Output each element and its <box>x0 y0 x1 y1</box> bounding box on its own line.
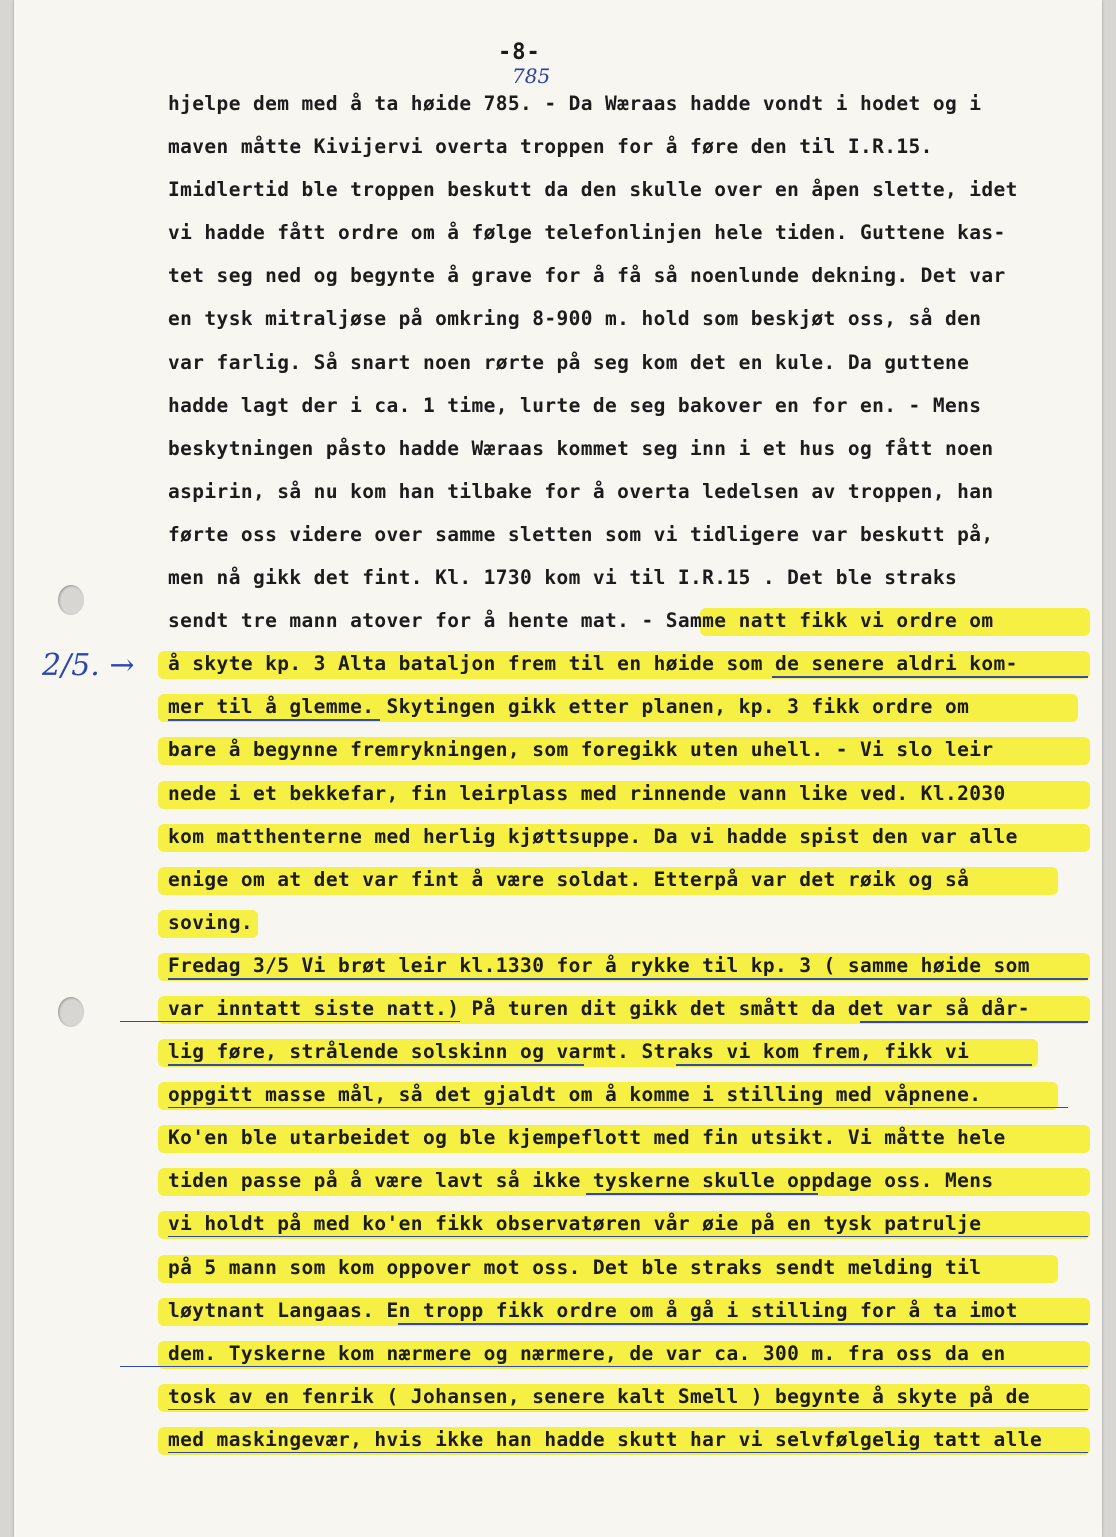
pen-underline <box>168 719 380 721</box>
text-line: nede i et bekkefar, fin leirplass med rinnende vann like ved. Kl.2030 <box>168 772 1088 815</box>
text-line: bare å begynne fremrykningen, som foregikk uten uhell. - Vi slo leir <box>168 728 1088 771</box>
text-line: hjelpe dem med å ta høide 785. - Da Wæraas hadde vondt i hodet og i <box>168 92 982 115</box>
pen-underline <box>168 1409 1088 1410</box>
text-line: sendt tre mann atover for å hente mat. - Samme natt fikk vi ordre om <box>168 599 1088 642</box>
text-line: kom matthenterne med herlig kjøttsuppe. Da vi hadde spist den var alle <box>168 815 1088 858</box>
text-line: løytnant Langaas. En tropp fikk ordre om å gå i stilling for å ta imot <box>168 1289 1088 1332</box>
text-line: beskytningen påsto hadde Wæraas kommet seg inn i et hus og fått noen <box>168 436 994 460</box>
pen-underline <box>120 1366 1088 1367</box>
pen-underline <box>168 978 1088 980</box>
typewritten-body <box>168 82 1088 1461</box>
pen-underline <box>586 1193 818 1195</box>
text-line: tiden passe på å være lavt så ikke tyskerne skulle oppdage oss. Mens <box>168 1159 1088 1202</box>
text-line: en tysk mitraljøse på omkring 8-900 m. hold som beskjøt oss, så den <box>168 307 982 331</box>
text-line: var inntatt siste natt.) På turen dit gikk det smått da det var så dår- <box>168 987 1088 1030</box>
handwritten-page-number: 785 <box>512 64 551 88</box>
text-line: var farlig. Så snart noen rørte på seg kom det en kule. Da guttene <box>168 350 970 374</box>
punch-hole-upper <box>58 585 84 615</box>
text-line: Ko'en ble utarbeidet og ble kjempeflott med fin utsikt. Vi måtte hele <box>168 1116 1088 1159</box>
pen-underline <box>398 1323 1088 1325</box>
text-line: tosk av en fenrik ( Johansen, senere kalt Smell ) begynte å skyte på de <box>168 1375 1088 1418</box>
text-line: hadde lagt der i ca. 1 time, lurte de seg bakover en for en. - Mens <box>168 393 982 417</box>
text-line: enige om at det var fint å være soldat. Etterpå var det røik og så <box>168 858 1088 901</box>
page-number: -8- <box>498 40 541 65</box>
text-line: dem. Tyskerne kom nærmere og nærmere, de var ca. 300 m. fra oss da en <box>168 1332 1088 1375</box>
punch-hole-lower <box>58 997 84 1027</box>
pen-underline <box>120 1021 460 1022</box>
text-line: maven måtte Kivijervi overta troppen for å føre den til I.R.15. <box>168 135 933 159</box>
text-line: vi hadde fått ordre om å følge telefonlinjen hele tiden. Guttene kas- <box>168 221 1006 245</box>
pen-underline <box>676 1064 1032 1066</box>
text-line: vi holdt på med ko'en fikk observatøren vår øie på en tysk patrulje <box>168 1202 1088 1245</box>
text-line: førte oss videre over samme sletten som vi tidligere var beskutt på, <box>168 522 994 546</box>
pen-underline <box>168 1236 1088 1237</box>
text-line: Imidlertid ble troppen beskutt da den skulle over en åpen slette, idet <box>168 178 1018 202</box>
pen-underline <box>860 1021 1088 1023</box>
pen-underline <box>168 1107 1068 1108</box>
text-line: men nå gikk det fint. Kl. 1730 kom vi til I.R.15 . Det ble straks <box>168 566 958 590</box>
pen-underline <box>772 676 1088 678</box>
text-line: med maskingevær, hvis ikke han hadde skutt har vi selvfølgelig tatt alle <box>168 1418 1088 1461</box>
pen-underline <box>168 1452 1088 1453</box>
text-line: på 5 mann som kom oppover mot oss. Det ble straks sendt melding til <box>168 1246 1088 1289</box>
text-line: oppgitt masse mål, så det gjaldt om å komme i stilling med våpnene. <box>168 1073 1088 1116</box>
text-line: lig føre, strålende solskinn og varmt. Straks vi kom frem, fikk vi <box>168 1030 1088 1073</box>
pen-underline <box>168 1064 584 1066</box>
text-line: mer til å glemme. Skytingen gikk etter planen, kp. 3 fikk ordre om <box>168 685 1088 728</box>
text-line: soving. <box>168 901 1088 944</box>
text-line: Fredag 3/5 Vi brøt leir kl.1330 for å rykke til kp. 3 ( samme høide som <box>168 944 1088 987</box>
text-line: å skyte kp. 3 Alta bataljon frem til en høide som de senere aldri kom- <box>168 642 1088 685</box>
margin-date-note: 2/5. → <box>42 648 135 683</box>
text-line: tet seg ned og begynte å grave for å få så noenlunde dekning. Det var <box>168 264 1006 288</box>
text-line: aspirin, så nu kom han tilbake for å overta ledelsen av troppen, han <box>168 479 994 503</box>
